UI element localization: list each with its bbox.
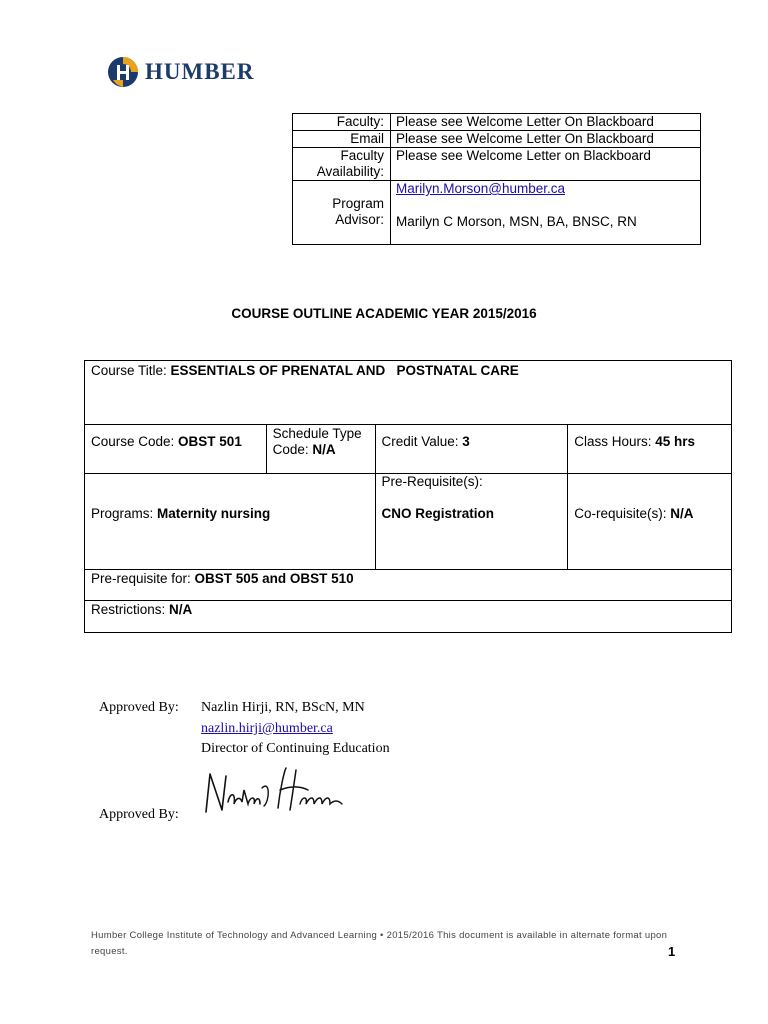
course-code-cell: [85, 425, 267, 474]
availability-value: Please see Welcome Letter on Blackboard: [391, 148, 701, 181]
email-label: Email: [293, 131, 391, 148]
class-hours-cell: [568, 425, 732, 474]
table-row: [293, 148, 701, 181]
course-info-table: [84, 360, 732, 633]
humber-logo-mark-icon: [107, 56, 139, 88]
corequisites-value: N/A: [670, 506, 694, 521]
course-outline-heading: COURSE OUTLINE ACADEMIC YEAR 2015/2016: [231, 306, 537, 321]
programs-value: Maternity nursing: [157, 506, 271, 521]
programs-label: Programs:: [91, 506, 158, 521]
approved-by-label-2: Approved By:: [99, 807, 179, 822]
schedule-type-value: N/A: [312, 442, 336, 457]
restrictions-value: N/A: [169, 602, 193, 617]
table-row: [85, 570, 732, 601]
table-row: [85, 361, 732, 425]
table-row: [85, 474, 732, 570]
programs-cell: [85, 474, 376, 570]
program-advisor-label: Program Advisor:: [293, 181, 391, 245]
humber-logo-text: HUMBER: [145, 59, 255, 84]
prerequisites-label: Pre-Requisite(s):: [381, 474, 483, 489]
credit-value-cell: [375, 425, 568, 474]
faculty-info-table: [292, 113, 701, 245]
table-row: [293, 181, 701, 245]
table-row: [85, 601, 732, 633]
table-row: [293, 131, 701, 148]
prerequisite-for-label: Pre-requisite for:: [91, 571, 195, 586]
prerequisites-cell: [375, 474, 568, 570]
faculty-value: Please see Welcome Letter On Blackboard: [391, 114, 701, 131]
advisor-name: Marilyn C Morson, MSN, BA, BNSC, RN: [396, 214, 637, 229]
approver-email-link[interactable]: nazlin.hirji@humber.ca: [201, 721, 333, 736]
program-advisor-value: [391, 181, 701, 245]
page-number: 1: [668, 944, 676, 959]
advisor-email-link[interactable]: Marilyn.Morson@humber.ca: [396, 181, 566, 196]
faculty-label: Faculty:: [293, 114, 391, 131]
course-title-value: ESSENTIALS OF PRENATAL AND POSTNATAL CARE: [170, 363, 519, 378]
humber-logo: [107, 54, 257, 90]
email-value: Please see Welcome Letter On Blackboard: [391, 131, 701, 148]
availability-label: Faculty Availability:: [293, 148, 391, 181]
approver-name: Nazlin Hirji, RN, BScN, MN: [201, 700, 365, 715]
restrictions-label: Restrictions:: [91, 602, 170, 617]
prerequisites-value: CNO Registration: [381, 506, 495, 521]
prerequisite-for-value: OBST 505 and OBST 510: [194, 571, 354, 586]
prerequisite-for-cell: [85, 570, 732, 601]
corequisites-label: Co-requisite(s):: [574, 506, 671, 521]
course-title-label: Course Title:: [91, 363, 171, 378]
schedule-type-label: Schedule Type Code:: [272, 426, 362, 457]
table-row: [85, 425, 732, 474]
table-row: [293, 114, 701, 131]
credit-value: 3: [462, 434, 470, 449]
corequisites-cell: [568, 474, 732, 570]
course-title-cell: [85, 361, 732, 425]
schedule-type-cell: [266, 425, 375, 474]
signature-image: [200, 760, 350, 822]
credit-value-label: Credit Value:: [381, 434, 463, 449]
course-code-label: Course Code:: [91, 434, 179, 449]
restrictions-cell: [85, 601, 732, 633]
class-hours-label: Class Hours:: [574, 434, 656, 449]
approved-by-label: Approved By:: [99, 700, 179, 715]
footer-text: Humber College Institute of Technology and Advanced Learning • 2015/2016 This document is available in alternate format upon request.: [91, 930, 668, 957]
class-hours-value: 45 hrs: [655, 434, 696, 449]
course-code-value: OBST 501: [178, 434, 242, 449]
approver-title: Director of Continuing Education: [201, 741, 390, 756]
